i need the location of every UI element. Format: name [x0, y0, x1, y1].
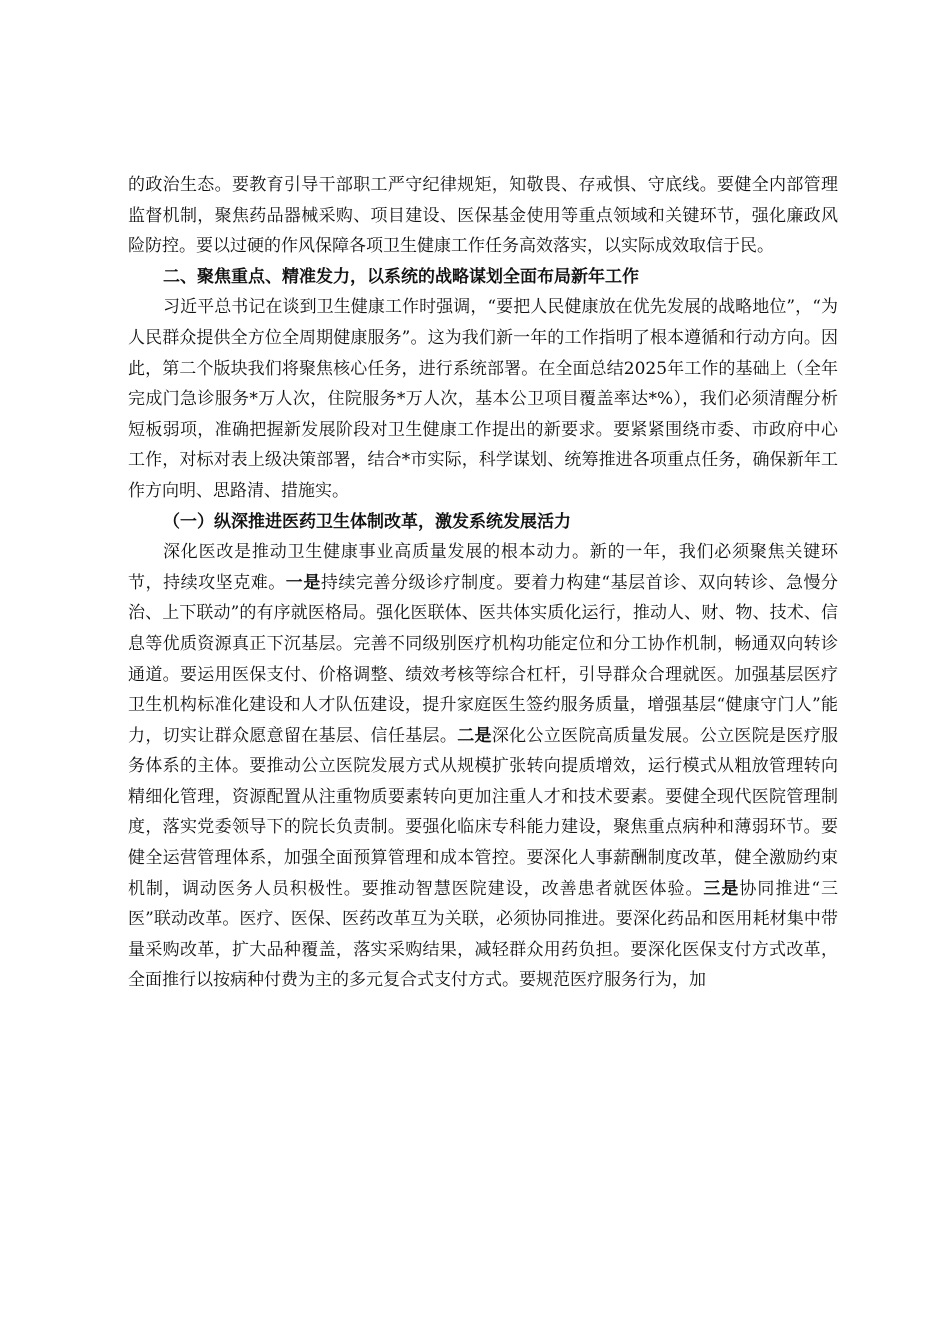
body-part-1: 持续完善分级诊疗制度。要着力构建“基层首诊、双向转诊、急慢分治、上下联动”的有序就医格局。强化医联体、医共体实质化运行，推动人、财、物、技术、信息等优质资源真正下沉基层。完善不同级别医疗机构功能定位和分工协作机制，畅通双向转诊通道。要运用医保支付、价格调整、绩效考核等综合杠杆，引导群众合理就医。加强基层医疗卫生机构标准化建设和人才队伍建设，提升家庭医生签约服务质量，增强基层“健康守门人”能力，切实让群众愿意留在基层、信任基层。 [128, 572, 839, 746]
paragraph-intro: 习近平总书记在谈到卫生健康工作时强调，“要把人民健康放在优先发展的战略地位”，“为人民群众提供全方位全周期健康服务”。这为我们新一年的工作指明了根本遵循和行动方向。因此，第二个版块我们将聚焦核心任务，进行系统部署。在全面总结2025年工作的基础上（全年完成门急诊服务*万人次，住院服务*万人次，基本公卫项目覆盖率达*%），我们必须清醒分析短板弱项，准确把握新发展阶段对卫生健康工作提出的新要求。要紧紧围绕市委、市政府中心工作，对标对表上级决策部署，结合*市实际，科学谋划、统筹推进各项重点任务，确保新年工作方向明、思路清、措施实。 [128, 297, 838, 501]
document-body [128, 170, 838, 996]
body-lead: 深化医改是推动卫生健康事业高质量发展的根本动力。新的一年，我们必须聚焦关键环节，持续攻坚克难。 [128, 542, 838, 593]
marker-3: 三是 [703, 878, 740, 899]
body-part-2: 深化公立医院高质量发展。公立医院是医疗服务体系的主体。要推动公立医院发展方式从规模扩张转向提质增效，运行模式从粗放管理转向精细化管理，资源配置从注重物质要素转向更加注重人才和技术要素。要健全现代医院管理制度，落实党委领导下的院长负责制。要强化临床专科能力建设，聚焦重点病种和薄弱环节。要健全运营管理体系，加强全面预算管理和成本管控。要深化人事薪酬制度改革，健全激励约束机制，调动医务人员积极性。要推动智慧医院建设，改善患者就医体验。 [128, 725, 839, 899]
subheading-1: （一）纵深推进医药卫生体制改革，激发系统发展活力 [163, 511, 571, 532]
marker-1: 一是 [285, 572, 321, 593]
paragraph-reform [128, 537, 838, 996]
paragraph-continuation: 的政治生态。要教育引导干部职工严守纪律规矩，知敬畏、存戒惧、守底线。要健全内部管理监督机制，聚焦药品器械采购、项目建设、医保基金使用等重点领域和关键环节，强化廉政风险防控。要以过硬的作风保障各项卫生健康工作任务高效落实，以实际成效取信于民。 [128, 175, 838, 257]
marker-2: 二是 [457, 725, 492, 746]
section-heading: 二、聚焦重点、精准发力，以系统的战略谋划全面布局新年工作 [163, 266, 639, 287]
body-part-3: 协同推进“三医”联动改革。医疗、医保、医药改革互为关联，必须协同推进。要深化药品和医用耗材集中带量采购改革，扩大品种覆盖，落实采购结果，减轻群众用药负担。要深化医保支付方式改革，全面推行以按病种付费为主的多元复合式支付方式。要规范医疗服务行为，加 [128, 878, 838, 991]
